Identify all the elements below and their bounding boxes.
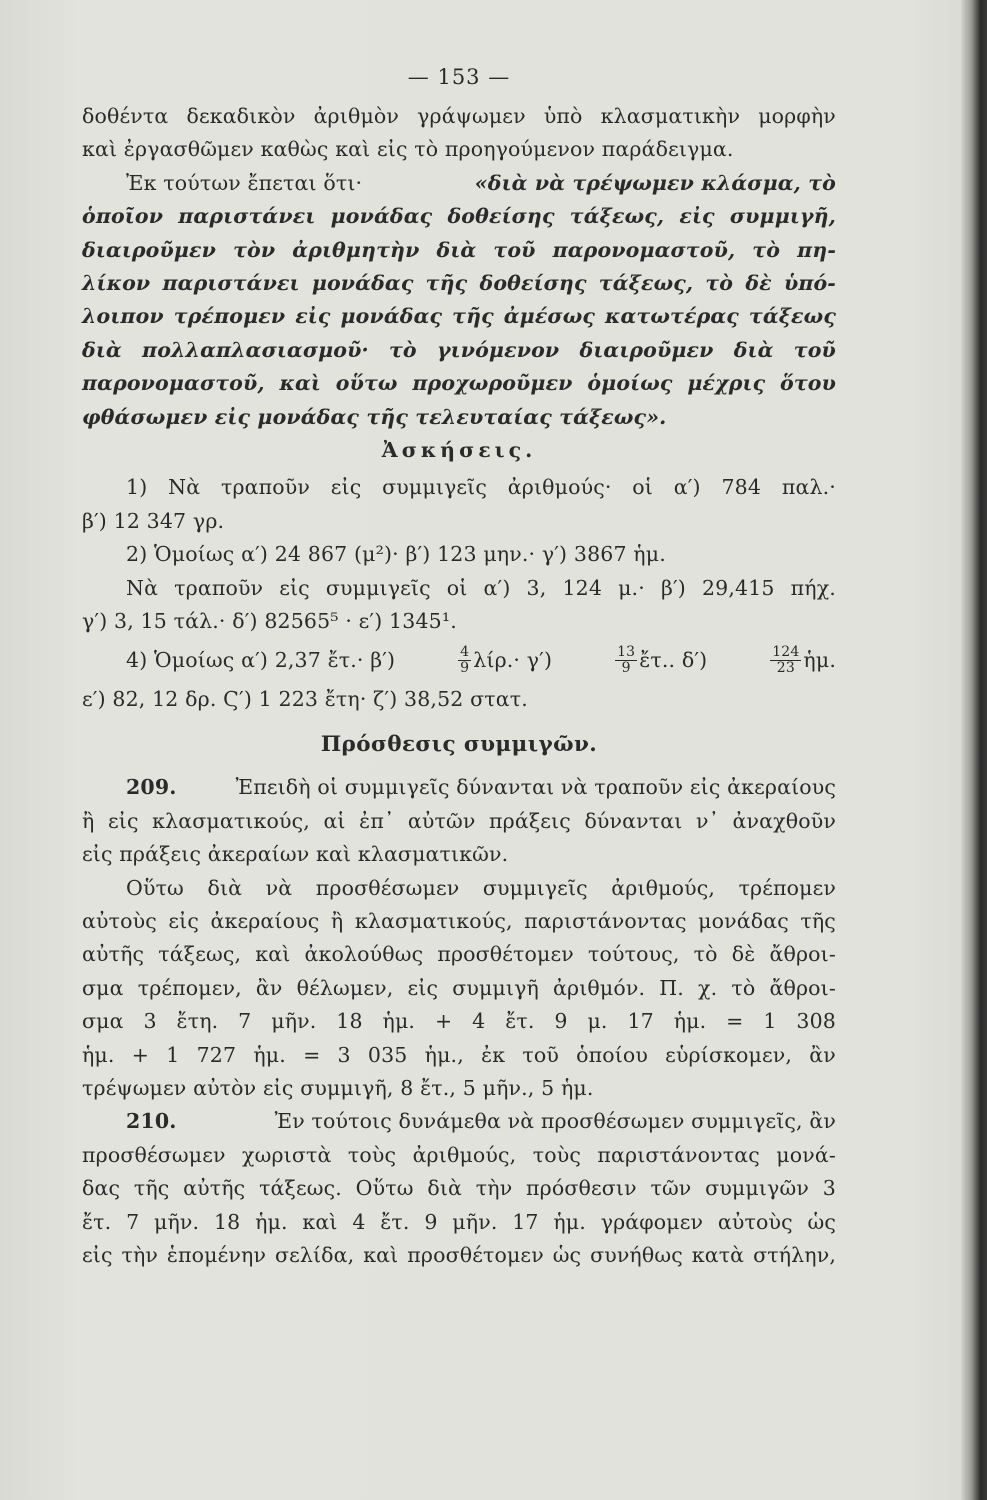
word: πολλαπλασιασμοῦ· xyxy=(142,337,369,362)
text-line xyxy=(82,1172,836,1205)
word: ἂν xyxy=(809,1042,836,1067)
word: 3 xyxy=(143,1009,157,1034)
word: δας xyxy=(82,1176,121,1201)
word: δοθείσης xyxy=(447,204,555,229)
word: τρέπομεν xyxy=(173,304,286,329)
word: τὸ xyxy=(388,337,417,362)
fraction-numerator: 4 xyxy=(460,644,470,660)
word: ὁποίου xyxy=(576,1042,649,1067)
paragraph-number: 209. xyxy=(126,775,177,800)
word: τῆς xyxy=(133,1176,170,1201)
word: καὶ xyxy=(302,1209,338,1234)
fraction-4-9-lir xyxy=(456,644,552,677)
word: ἀκεραίους xyxy=(210,908,320,933)
word: ὡς xyxy=(807,1209,836,1234)
rule-first-italic: «διὰ νὰ τρέψωμεν κλάσμα, τὸ xyxy=(474,170,836,195)
word: ἀριθμούς, xyxy=(412,1142,517,1167)
word: προσθέσωμεν xyxy=(315,875,460,900)
rule-line xyxy=(82,234,836,267)
rule-lead: Ἐκ τούτων ἔπεται ὅτι· xyxy=(126,170,363,195)
word: κλασματικούς, xyxy=(152,808,310,833)
word: τοὺς xyxy=(532,1142,581,1167)
intro-paragraph xyxy=(82,100,836,167)
word: εἰς xyxy=(168,908,199,933)
word: τῆς xyxy=(452,304,494,329)
word: νὰ xyxy=(265,875,293,900)
word: ἀριθμόν. xyxy=(553,975,646,1000)
word: ὅτου xyxy=(780,371,836,396)
word: β′) xyxy=(660,575,686,600)
word: παρονομαστοῦ, xyxy=(82,371,265,396)
word: διὰ xyxy=(207,875,243,900)
word: προσθέτομεν xyxy=(407,1243,544,1267)
word: τὴν xyxy=(121,1243,159,1267)
paragraph-209 xyxy=(82,771,836,1105)
word: κατὰ xyxy=(691,1243,745,1267)
word: προχωροῦμεν xyxy=(412,371,573,396)
word: μῆν. xyxy=(452,1209,498,1234)
word: ἡμ., xyxy=(424,1042,464,1067)
word: δύνανται xyxy=(584,808,683,833)
word: ἔτ. xyxy=(82,1209,112,1234)
word: λίκον xyxy=(82,271,151,296)
word: μ. xyxy=(587,1009,608,1034)
word: τὸ xyxy=(705,271,734,296)
word: α′) xyxy=(483,575,511,600)
rule-line xyxy=(82,300,836,333)
word: Νὰ xyxy=(168,475,201,500)
exercise-2: 2) Ὁμοίως α′) 24 867 (μ²)· β′) 123 μην.· γ′) 3867 ἡμ. xyxy=(126,542,666,567)
word: τὸ xyxy=(693,942,718,967)
fraction-denominator: 9 xyxy=(460,660,470,676)
page-text xyxy=(82,60,836,1272)
rule-line xyxy=(82,367,836,400)
word: 3 xyxy=(822,1176,836,1201)
word: μέχρις xyxy=(687,371,766,396)
word: 727 xyxy=(196,1042,237,1067)
word: 17 xyxy=(512,1209,539,1234)
word: τὸ xyxy=(752,237,781,262)
word: τὸ xyxy=(731,975,756,1000)
word: 7 xyxy=(126,1209,140,1234)
word: α′) xyxy=(673,475,701,500)
word: τοῦ xyxy=(493,237,536,262)
word: ἂν xyxy=(255,975,283,1000)
word: κλασματικούς, xyxy=(354,908,513,933)
word: μορφὴν xyxy=(758,104,836,128)
word: τὸν xyxy=(233,237,276,262)
word: σμα xyxy=(82,1009,124,1034)
fraction-denominator: 23 xyxy=(776,660,795,676)
word: τοῦ xyxy=(522,1042,559,1067)
paragraph-210-first-text: Ἐν τούτοις δυνάμεθα νὰ προσθέσωμεν συμμιγεῖς, ἂν xyxy=(274,1109,836,1134)
exercise-3-line-2: γ′) 3, 15 τάλ.· δ′) 82565⁵ · ε′) 1345¹. xyxy=(82,609,457,634)
word: στήλην, xyxy=(753,1243,836,1267)
word: διὰ xyxy=(427,1176,463,1201)
word: ἢ xyxy=(330,908,344,933)
word: 29,415 xyxy=(701,575,775,600)
paragraph-number: 210. xyxy=(126,1109,177,1134)
word: μονάδας xyxy=(340,304,443,329)
exercise-4-part-c: ἔτ.. δ′) xyxy=(639,647,708,672)
word: εἰς xyxy=(279,575,310,600)
word: δὲ xyxy=(731,942,756,967)
rule-paragraph xyxy=(82,167,836,434)
word: προσθέτομεν xyxy=(437,942,574,967)
word: Οὕτω xyxy=(126,875,184,900)
exercises xyxy=(82,434,836,716)
exercise-1-line-1 xyxy=(82,471,836,504)
word: Νὰ xyxy=(126,575,159,600)
paragraph-209-first-text: Ἐπειδὴ οἱ συμμιγεῖς δύνανται νὰ τραποῦν εἰς ἀκεραίους xyxy=(235,775,836,800)
exercise-4-part-d: ἡμ. xyxy=(803,647,836,672)
word: τρέπομεν xyxy=(738,875,836,900)
word: αἱ xyxy=(323,808,346,833)
word: αὐτῶν xyxy=(407,808,476,833)
word: 784 xyxy=(721,475,762,500)
word: ἔτη. xyxy=(176,1009,219,1034)
word: σμα xyxy=(82,975,124,1000)
word: συμμιγεῖς xyxy=(325,575,431,600)
word: ἀριθμούς, xyxy=(611,875,716,900)
text-line xyxy=(82,972,836,1005)
text-line xyxy=(82,938,836,971)
word: ὁποῖον xyxy=(82,204,164,229)
fraction xyxy=(770,645,801,676)
word: = xyxy=(303,1042,321,1067)
word: συμμιγῆ, xyxy=(729,204,836,229)
word: γράφομεν xyxy=(600,1209,704,1234)
fraction-numerator: 124 xyxy=(772,644,800,660)
word: τὴν xyxy=(475,1176,513,1201)
word: μονά- xyxy=(776,1142,836,1167)
fraction xyxy=(615,645,637,676)
word: τούτους, xyxy=(588,942,680,967)
rule-line xyxy=(82,334,836,367)
word: 1) xyxy=(126,475,148,500)
word: τοῦ xyxy=(793,337,836,362)
exercise-4-line-2: ε′) 82, 12 δρ. Ϛ′) 1 223 ἔτη· ζ′) 38,52 στατ. xyxy=(82,686,528,711)
word: ἑπομένην xyxy=(166,1243,267,1267)
word: 4 xyxy=(472,1009,486,1034)
fraction-numerator: 13 xyxy=(617,644,636,660)
word: 17 xyxy=(627,1009,654,1034)
word: οἱ xyxy=(632,475,653,500)
word: καὶ xyxy=(279,371,321,396)
word: ἀμέσως xyxy=(503,304,595,329)
word: διὰ xyxy=(436,237,477,262)
word: παριστάνει xyxy=(162,271,300,296)
word: Π. xyxy=(659,975,684,1000)
word: μονάδας xyxy=(311,271,414,296)
word: ἡμ. xyxy=(82,1042,115,1067)
rule-line xyxy=(82,200,836,233)
word: χ. xyxy=(698,975,718,1000)
text-line xyxy=(82,1005,836,1038)
word: μῆν. xyxy=(271,1009,317,1034)
word: εὑρίσκομεν, xyxy=(665,1042,793,1067)
word: γινόμενον xyxy=(436,337,560,362)
word: εἰς xyxy=(295,304,331,329)
word: ἐπ᾽ xyxy=(359,808,395,833)
word: εἰς xyxy=(330,475,362,500)
word: 124 xyxy=(562,575,603,600)
word: παλ.· xyxy=(781,475,836,500)
word: + xyxy=(131,1042,150,1067)
word: τάξεως, xyxy=(598,271,694,296)
word: τοὺς xyxy=(347,1142,397,1167)
word: κατωτέρας xyxy=(604,304,739,329)
word: τάξεως. xyxy=(259,1176,342,1201)
word: συμμιγεῖς xyxy=(482,875,588,900)
word: 18 xyxy=(336,1009,363,1034)
text-line xyxy=(82,872,836,905)
word: τῆς xyxy=(425,271,468,296)
word: ἀριθμητὴν xyxy=(292,237,420,262)
word: καὶ xyxy=(363,1243,399,1267)
word: ὑπὸ xyxy=(543,104,583,128)
word: χωριστὰ xyxy=(242,1142,332,1167)
fraction-124-23-im xyxy=(768,644,836,677)
exercise-3-line-1 xyxy=(82,572,836,605)
word: εἰς xyxy=(679,204,715,229)
word: συνήθως xyxy=(590,1243,683,1267)
text-line xyxy=(82,1139,836,1172)
word: ἀναχθοῦν xyxy=(732,808,836,833)
book-spine-shadow xyxy=(961,0,987,1500)
paragraph-210 xyxy=(82,1105,836,1272)
word: μονάδας xyxy=(330,204,433,229)
word: 1 xyxy=(763,1009,777,1034)
word: εἰς xyxy=(82,1243,113,1267)
rule-line xyxy=(82,267,836,300)
word: διαιροῦμεν xyxy=(579,337,714,362)
word: δὲ xyxy=(745,271,772,296)
paragraph-209-first-line xyxy=(82,771,836,804)
fraction xyxy=(458,645,471,676)
word: ἐκ xyxy=(481,1042,506,1067)
word: παριστάνει xyxy=(178,204,316,229)
word: 3, xyxy=(526,575,547,600)
word: ἡμ. xyxy=(673,1009,707,1034)
word: 3 xyxy=(337,1042,351,1067)
word: ἔτ. xyxy=(380,1209,410,1234)
word: + xyxy=(434,1009,453,1034)
word: οὕτω xyxy=(335,371,398,396)
word: τραποῦν xyxy=(174,575,264,600)
word: συμμιγῶν xyxy=(705,1176,809,1201)
word: ἀριθμὸν xyxy=(313,104,400,128)
word: δοθείσης xyxy=(479,271,587,296)
text-line: καὶ ἐργασθῶμεν καθὼς καὶ εἰς τὸ προηγούμενον παράδειγμα. xyxy=(82,137,734,162)
word: ἔτ. xyxy=(505,1009,535,1034)
word: μῆν. xyxy=(154,1209,200,1234)
word: εἰς xyxy=(407,975,439,1000)
text-line xyxy=(82,1039,836,1072)
word: προσθέσωμεν xyxy=(82,1142,226,1167)
exercises-title: Ἀσκήσεις. xyxy=(381,438,537,463)
word: τάξεως, xyxy=(569,204,665,229)
word: ἄθροι- xyxy=(769,975,836,1000)
word: παρονομαστοῦ, xyxy=(552,237,736,262)
word: δεκαδικὸν xyxy=(186,104,296,128)
word: ὑπό- xyxy=(783,271,836,296)
word: 4 xyxy=(352,1209,366,1234)
word: μ.· xyxy=(618,575,645,600)
exercise-1-line-2: β′) 12 347 γρ. xyxy=(82,508,225,533)
fraction-13-9-et xyxy=(613,644,707,677)
text-line: εἰς πράξεις ἀκεραίων καὶ κλασματικῶν. xyxy=(82,842,509,867)
word: αὐτοὺς xyxy=(717,1209,793,1234)
word: λοιπον xyxy=(82,304,164,329)
text-line xyxy=(82,1206,836,1239)
word: = xyxy=(726,1009,744,1034)
word: μονάδας xyxy=(698,908,789,933)
word: τάξεως xyxy=(748,304,836,329)
section-heading: Πρόσθεσις συμμιγῶν. xyxy=(320,731,598,757)
text-line xyxy=(82,905,836,938)
text-line: τρέψωμεν αὐτὸν εἰς συμμιγῆ, 8 ἔτ., 5 μῆν., 5 ἡμ. xyxy=(82,1075,594,1100)
text-line xyxy=(82,805,836,838)
exercise-4-line-1 xyxy=(82,639,836,683)
word: παριστάνοντας xyxy=(597,1142,760,1167)
word: 7 xyxy=(238,1009,252,1034)
word: ἀριθμούς· xyxy=(507,475,612,500)
word: ἡμ. xyxy=(382,1009,416,1034)
word: ἀκολούθως xyxy=(304,942,424,967)
page-number: — 153 — xyxy=(407,65,511,89)
word: ὡς xyxy=(552,1243,582,1267)
word: διὰ xyxy=(82,337,122,362)
word: 18 xyxy=(213,1209,241,1234)
word: πράξεις xyxy=(489,808,571,833)
word: παριστάνοντας xyxy=(524,908,687,933)
word: ν᾽ xyxy=(695,808,719,833)
paragraph-210-first-line xyxy=(82,1105,836,1138)
word: τάξεως, xyxy=(158,942,242,967)
word: 9 xyxy=(424,1209,438,1234)
text-line xyxy=(82,100,836,133)
word: συμμιγῆ xyxy=(452,975,539,1000)
word: τρέπομεν, xyxy=(137,975,242,1000)
word: γράψωμεν xyxy=(417,104,526,128)
word: πη- xyxy=(797,237,836,262)
word: τῆς xyxy=(800,908,836,933)
word: Οὕτω xyxy=(355,1176,414,1201)
word: καὶ xyxy=(255,942,291,967)
word: τραποῦν xyxy=(220,475,310,500)
word: θέλωμεν, xyxy=(296,975,394,1000)
word: κλασματικὴν xyxy=(600,104,741,128)
fraction-denominator: 9 xyxy=(621,660,631,676)
word: συμμιγεῖς xyxy=(382,475,488,500)
exercise-4-part-b: λίρ.· γ′) xyxy=(473,647,553,672)
word: διαιροῦμεν xyxy=(82,237,217,262)
word: πήχ. xyxy=(790,575,836,600)
word: 1 xyxy=(166,1042,180,1067)
word: τῶν xyxy=(650,1176,692,1201)
word: αὐτῆς xyxy=(183,1176,246,1201)
word: σελίδα, xyxy=(274,1243,355,1267)
word: αὐτῆς xyxy=(82,942,145,967)
word: εἰς xyxy=(107,808,139,833)
word: αὐτοὺς xyxy=(82,908,157,933)
word: ἡμ. xyxy=(553,1209,586,1234)
word: ἡμ. xyxy=(255,1209,288,1234)
word: ὁμοίως xyxy=(587,371,673,396)
text-line xyxy=(82,1239,836,1272)
word: ἢ xyxy=(82,808,95,833)
word: δοθέντα xyxy=(82,104,169,128)
word: οἱ xyxy=(446,575,468,600)
rule-lead-line xyxy=(82,167,836,200)
word: ἡμ. xyxy=(253,1042,286,1067)
word: ἄθροι- xyxy=(769,942,836,967)
rule-line: φθάσωμεν εἰς μονάδας τῆς τελευταίας τάξεως». xyxy=(82,404,667,429)
word: 035 xyxy=(367,1042,408,1067)
word: 308 xyxy=(796,1009,836,1034)
word: διὰ xyxy=(733,337,774,362)
word: 9 xyxy=(554,1009,568,1034)
exercise-4-part-a: 4) Ὁμοίως α′) 2,37 ἔτ.· β′) xyxy=(126,647,396,672)
word: πρόσθεσιν xyxy=(526,1176,637,1201)
